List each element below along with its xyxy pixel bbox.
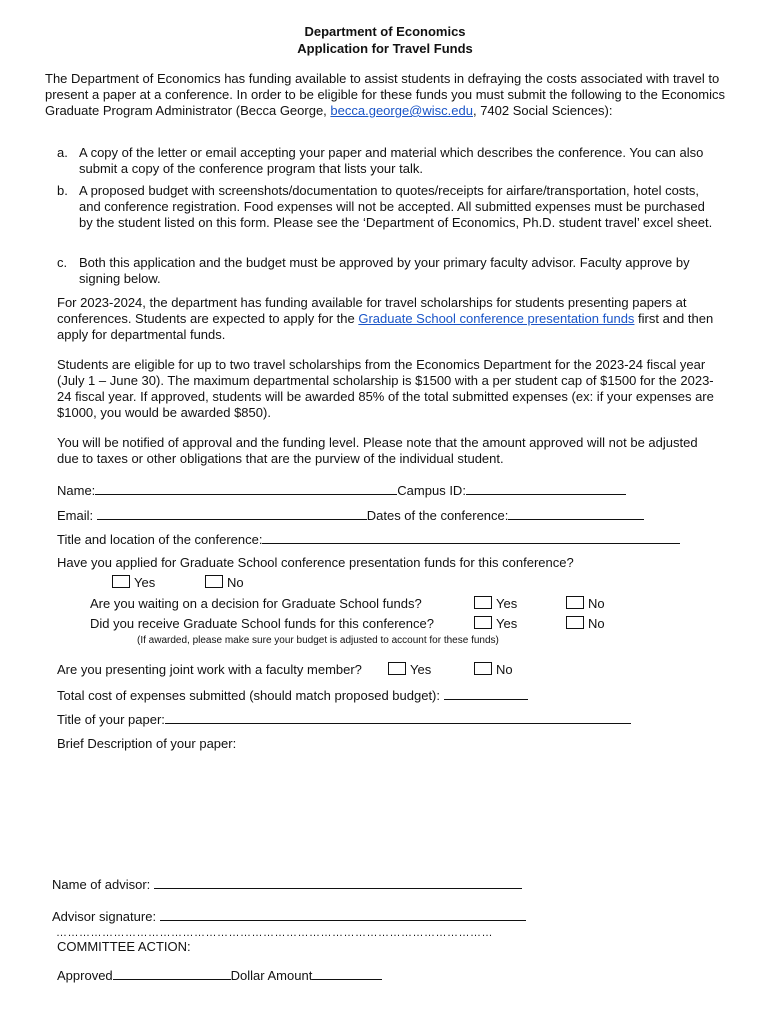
no-label: No: [588, 616, 605, 631]
title-location-row: [57, 531, 680, 548]
name-field[interactable]: [95, 482, 397, 495]
receive-no-checkbox[interactable]: [566, 616, 584, 629]
list-marker: b.: [57, 183, 68, 198]
advisor-signature-label: Advisor signature:: [52, 909, 157, 924]
grad-school-yes-checkbox[interactable]: [112, 575, 130, 588]
no-label: No: [227, 575, 244, 590]
page-subtitle: Application for Travel Funds: [297, 41, 473, 56]
grad-school-question: Have you applied for Graduate School conference presentation funds for this conference?: [57, 555, 574, 570]
waiting-question: Are you waiting on a decision for Graduate School funds?: [90, 596, 422, 611]
advisor-signature-field[interactable]: [160, 908, 526, 921]
grad-school-funds-link[interactable]: Graduate School conference presentation funds: [358, 311, 635, 326]
approval-row: [57, 967, 382, 984]
name-label: Name:: [57, 483, 96, 498]
brief-description-area[interactable]: [57, 756, 717, 866]
joint-work-yes-checkbox[interactable]: [388, 662, 406, 675]
approved-label: Approved: [57, 968, 113, 983]
brief-description-label: Brief Description of your paper:: [57, 736, 237, 751]
waiting-no-option: [566, 596, 605, 612]
paper-title-row: [57, 711, 631, 728]
requirement-text: A proposed budget with screenshots/documentation to quotes/receipts for airfare/transportation, hotel costs, and conference registration. Food expenses will not be accepted. All submitted expenses must be purchased by the student listed on this form. Please see the ‘Department of Economics, Ph.D. student travel’ excel sheet.: [79, 183, 713, 230]
email-label: Email:: [57, 508, 97, 523]
waiting-no-checkbox[interactable]: [566, 596, 584, 609]
list-marker: c.: [57, 255, 68, 270]
intro-paragraph: [45, 71, 725, 119]
email-row: [57, 507, 644, 524]
yes-label: Yes: [496, 596, 518, 611]
funding-text-end: first and then apply for departmental funds.: [57, 311, 714, 342]
dollar-amount-field[interactable]: [312, 967, 382, 980]
total-cost-row: [57, 687, 528, 704]
email-link[interactable]: becca.george@wisc.edu: [330, 103, 473, 118]
receive-yes-checkbox[interactable]: [474, 616, 492, 629]
intro-text: The Department of Economics has funding available to assist students in defraying the costs associated with travel to present a paper at a conference. In order to be eligible for these funds you must submit the following to the Economics Graduate Program Administrator (Becca George,: [45, 71, 725, 118]
joint-work-yes-option: [388, 662, 431, 678]
yes-label: Yes: [496, 616, 518, 631]
advisor-name-label: Name of advisor:: [52, 877, 151, 892]
dotted-divider: ……………………………………………………………………………………………………: [56, 927, 493, 939]
eligibility-paragraph: Students are eligible for up to two travel scholarships from the Economics Department for the 2023-24 fiscal year (July 1 – June 30). The maximum departmental scholarship is $1500 with a per student cap of $1500 for the 2023-24 fiscal year. If approved, students will be awarded 85% of the total submitted expenses (ex: if your expenses are $1000, you would be awarded $850).: [57, 357, 714, 420]
intro-text-end: , 7402 Social Sciences):: [472, 103, 613, 118]
yes-label: Yes: [134, 575, 156, 590]
title-location-label: Title and location of the conference:: [57, 532, 263, 547]
dollar-amount-label: Dollar Amount: [230, 968, 313, 983]
funding-text: For 2023-2024, the department has funding available for travel scholarships for students presenting papers at conferences. Students are expected to apply for the: [57, 295, 687, 326]
total-cost-label: Total cost of expenses submitted (should match proposed budget):: [57, 688, 440, 703]
waiting-yes-checkbox[interactable]: [474, 596, 492, 609]
joint-work-question: [57, 662, 362, 678]
no-label: No: [588, 596, 605, 611]
joint-work-no-option: [474, 662, 513, 678]
campus-id-label: Campus ID:: [397, 483, 466, 498]
list-marker: a.: [57, 145, 68, 160]
dates-label: Dates of the conference:: [366, 508, 509, 523]
requirement-text: Both this application and the budget must be approved by your primary faculty advisor. Faculty approve by signing below.: [79, 255, 690, 286]
receive-no-option: [566, 616, 605, 632]
paper-title-field[interactable]: [165, 711, 631, 724]
paper-title-label: Title of your paper:: [57, 712, 165, 727]
joint-work-no-checkbox[interactable]: [474, 662, 492, 675]
grad-school-no-checkbox[interactable]: [205, 575, 223, 588]
page-title: Department of Economics: [304, 24, 466, 39]
funding-paragraph: [57, 295, 717, 343]
advisor-name-row: [52, 876, 522, 893]
name-row: [57, 482, 626, 499]
dates-field[interactable]: [508, 507, 644, 520]
email-field[interactable]: [97, 507, 367, 520]
grad-school-yes-option: [112, 575, 155, 591]
total-cost-field[interactable]: [444, 687, 528, 700]
advisor-name-field[interactable]: [154, 876, 522, 889]
receive-question: Did you receive Graduate School funds for this conference?: [90, 616, 434, 631]
awarded-note: (If awarded, please make sure your budget is adjusted to account for these funds): [137, 635, 499, 646]
campus-id-field[interactable]: [466, 482, 626, 495]
committee-action-heading: COMMITTEE ACTION:: [57, 939, 191, 954]
receive-yes-option: [474, 616, 517, 632]
notice-paragraph: You will be notified of approval and the funding level. Please note that the amount approved will not be adjusted due to taxes or other obligations that are the purview of the individual student.: [57, 435, 698, 466]
advisor-signature-row: [52, 908, 526, 925]
yes-label: Yes: [410, 662, 432, 677]
requirement-text: A copy of the letter or email accepting your paper and material which describes the conference. You can also submit a copy of the conference program that lists your talk.: [79, 145, 704, 176]
joint-work-label: Are you presenting joint work with a faculty member?: [57, 662, 362, 677]
no-label: No: [496, 662, 513, 677]
waiting-yes-option: [474, 596, 517, 612]
approved-field[interactable]: [113, 967, 231, 980]
title-location-field[interactable]: [262, 531, 680, 544]
grad-school-no-option: [205, 575, 244, 591]
